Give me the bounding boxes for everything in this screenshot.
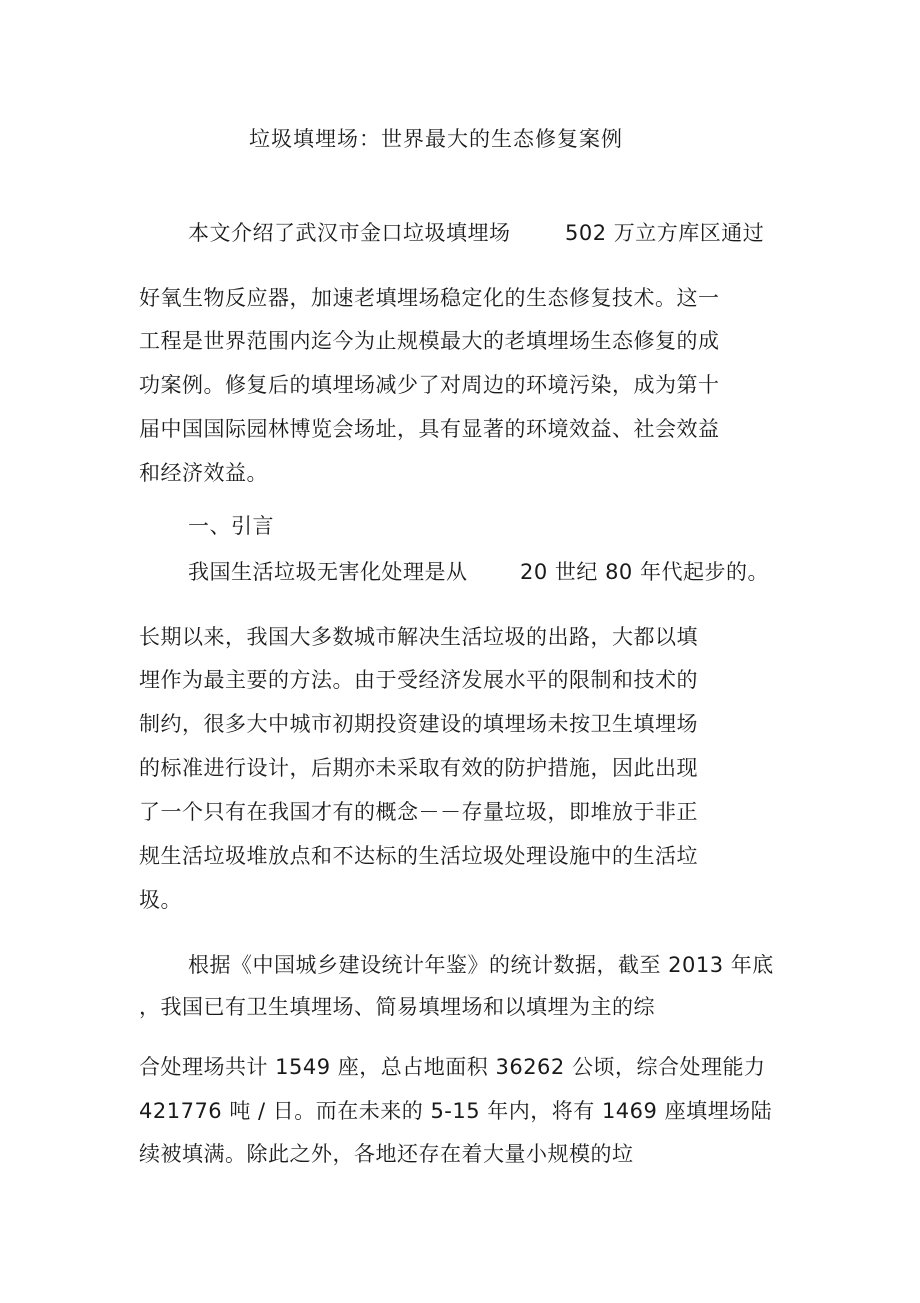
abstract-line-1b: 502 万立方库区通过 [565,221,765,245]
paragraph-1-line-2: 长期以来，我国大多数城市解决生活垃圾的出路，大都以填 [139,625,698,649]
abstract-line-2: 好氧生物反应器，加速老填埋场稳定化的生态修复技术。这一 [139,286,720,310]
paragraph-1-line-7: 规生活垃圾堆放点和不达标的生活垃圾处理设施中的生活垃 [139,844,698,868]
abstract-line-3: 工程是世界范围内迄今为止规模最大的老填埋场生态修复的成 [139,329,720,353]
paragraph-2-line-4: 421776 吨 / 日。而在未来的 5-15 年内，将有 1469 座填埋场陆 [139,1099,773,1123]
paragraph-1-line-5: 的标准进行设计，后期亦未采取有效的防护措施，因此出现 [139,756,698,780]
abstract-line-1a: 本文介绍了武汉市金口垃圾填埋场 [188,221,511,245]
abstract-line-5: 届中国国际园林博览会场址，具有显著的环境效益、社会效益 [139,417,720,441]
paragraph-2-line-3: 合处理场共计 1549 座，总占地面积 36262 公顷，综合处理能力 [139,1055,766,1079]
paragraph-1-line-4: 制约，很多大中城市初期投资建设的填埋场未按卫生填埋场 [139,712,698,736]
paragraph-1-line-8: 圾。 [139,888,182,912]
abstract-line-6: 和经济效益。 [139,461,268,485]
paragraph-2-line-1: 根据《中国城乡建设统计年鉴》的统计数据，截至 2013 年底 [188,953,774,977]
paragraph-2-line-5: 续被填满。除此之外，各地还存在着大量小规模的垃 [139,1142,634,1166]
paragraph-1-line-1b: 20 世纪 80 年代起步的。 [520,560,769,584]
section-heading: 一、引言 [188,514,274,538]
abstract-line-4: 功案例。修复后的填埋场减少了对周边的环境污染，成为第十 [139,373,720,397]
paragraph-1-line-3: 埋作为最主要的方法。由于受经济发展水平的限制和技术的 [139,668,698,692]
document-title: 垃圾填埋场：世界最大的生态修复案例 [249,127,623,151]
paragraph-2-line-2: ，我国已有卫生填埋场、简易填埋场和以填埋为主的综 [139,995,655,1019]
paragraph-1-line-1a: 我国生活垃圾无害化处理是从 [188,560,468,584]
paragraph-1-line-6: 了一个只有在我国才有的概念－－存量垃圾，即堆放于非正 [139,800,698,824]
